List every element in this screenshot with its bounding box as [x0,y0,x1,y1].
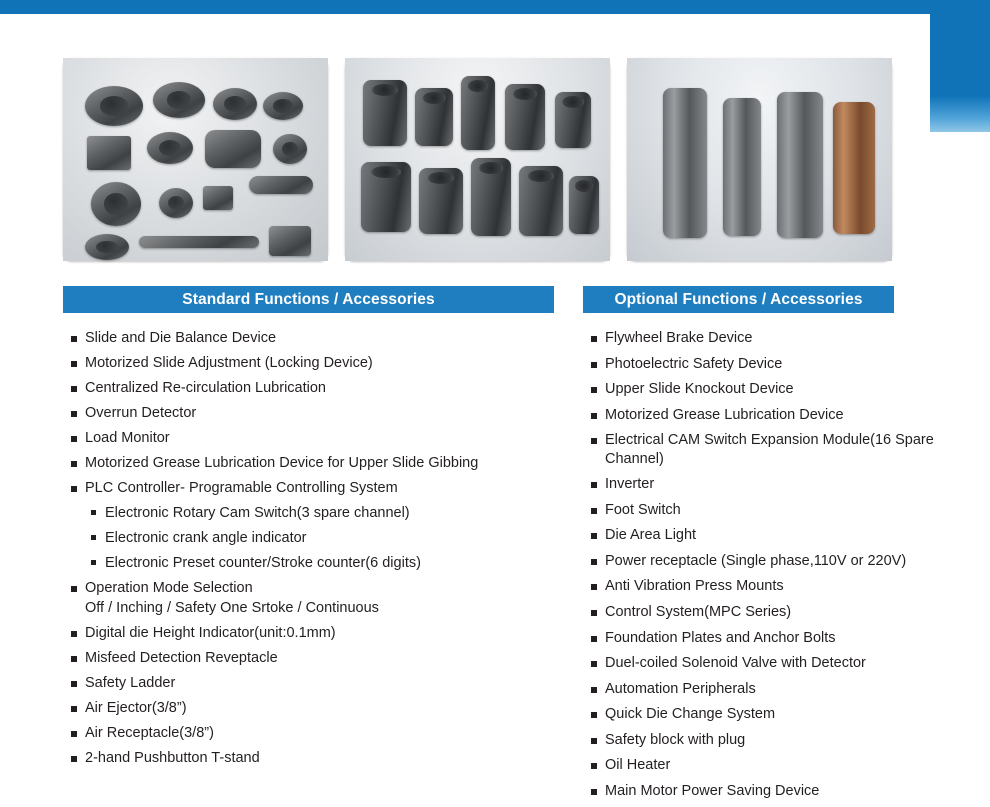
list-item-label: Operation Mode Selection [85,579,253,596]
list-item [583,406,983,425]
list-item-label: Slide and Die Balance Device [85,330,277,346]
list-item [583,756,983,775]
sub-list-item [85,504,563,523]
optional-bullet-list [583,329,983,800]
list-item-label: Air Ejector(3/8”) [85,699,187,716]
list-item-label: Overrun Detector [85,405,197,422]
list-item [583,654,983,673]
list-item [583,629,983,648]
optional-functions-list [583,329,983,807]
list-item [583,577,983,596]
sub-list-item-label: Electronic Rotary Cam Switch(3 spare channel) [105,504,410,521]
operation-mode-detail: Off / Inching / Safety One Srtoke / Continuous [85,599,379,616]
list-item-operation-mode [63,579,563,617]
list-item-label: Anti Vibration Press Mounts [605,578,784,595]
list-item-label: Electrical CAM Switch Expansion Module(16 Spare Channel) [605,432,934,467]
blue-gradient-fade [930,96,990,132]
list-item-label: Misfeed Detection Reveptacle [85,649,278,666]
list-item [583,431,983,468]
list-item-label: Digital die Height Indicator(unit:0.1mm) [85,624,336,641]
list-item [583,782,983,801]
list-item-with-sublist [63,479,563,572]
list-item [63,454,563,473]
list-item [63,404,563,423]
list-item [583,329,983,348]
list-item-label: Load Monitor [85,430,170,447]
list-item-label: PLC Controller- Programable Controlling System [85,480,398,497]
list-item [583,501,983,520]
list-item [63,354,563,373]
photo-socket-punches [345,58,610,261]
list-item-label: Power receptacle (Single phase,110V or 220V) [605,552,907,569]
top-right-blue-block [930,0,990,132]
list-item-label: Foot Switch [605,501,681,518]
list-item-label: Motorized Slide Adjustment (Locking Device) [85,355,373,372]
product-photo-row [63,58,893,261]
list-item-label: Control System(MPC Series) [605,604,792,621]
list-item-label: Centralized Re-circulation Lubrication [85,380,326,397]
list-item [583,475,983,494]
sub-list-item-label: Electronic crank angle indicator [105,529,307,546]
list-item [63,649,563,668]
list-item-label: Safety Ladder [85,674,176,691]
sub-list-item [85,529,563,548]
list-item [63,749,563,768]
list-item-label: Inverter [605,476,655,493]
list-item-label: Flywheel Brake Device [605,330,753,346]
sub-list-item [85,554,563,573]
list-item [63,699,563,718]
list-item [583,731,983,750]
top-white-rule [0,14,930,16]
plc-sub-list [85,504,563,573]
list-item-label: Photoelectric Safety Device [605,355,783,372]
list-item [583,355,983,374]
list-item [63,429,563,448]
list-item [583,380,983,399]
list-item-label: Safety block with plug [605,731,746,748]
list-item-label: Automation Peripherals [605,680,756,697]
list-item-label: Foundation Plates and Anchor Bolts [605,629,836,646]
list-item [63,674,563,693]
list-item-label: Motorized Grease Lubrication Device for Upper Slide Gibbing [85,455,479,472]
standard-functions-header: Standard Functions / Accessories [63,286,554,313]
list-item [583,552,983,571]
photo-sleeves-and-bushings [627,58,892,261]
list-item [583,526,983,545]
sub-list-item-label: Electronic Preset counter/Stroke counter(6 digits) [105,554,421,571]
list-item [63,329,563,348]
list-item-label: Upper Slide Knockout Device [605,381,794,398]
list-item [63,379,563,398]
photo-assorted-die-components [63,58,328,261]
list-item [63,624,563,643]
top-blue-band [0,0,990,14]
optional-functions-header: Optional Functions / Accessories [583,286,894,313]
list-item-label: Oil Heater [605,757,671,774]
list-item [583,680,983,699]
list-item [583,603,983,622]
list-item-label: Main Motor Power Saving Device [605,782,820,799]
list-item-label: Duel-coiled Solenoid Valve with Detector [605,655,866,672]
list-item-label: 2-hand Pushbutton T-stand [85,749,260,766]
standard-functions-list [63,329,563,774]
list-item-label: Quick Die Change System [605,706,776,723]
list-item-label: Die Area Light [605,527,697,544]
list-item [63,724,563,743]
list-item-label: Air Receptacle(3/8”) [85,724,214,741]
list-item [583,705,983,724]
list-item-label: Motorized Grease Lubrication Device [605,406,844,423]
standard-bullet-list [63,329,563,767]
